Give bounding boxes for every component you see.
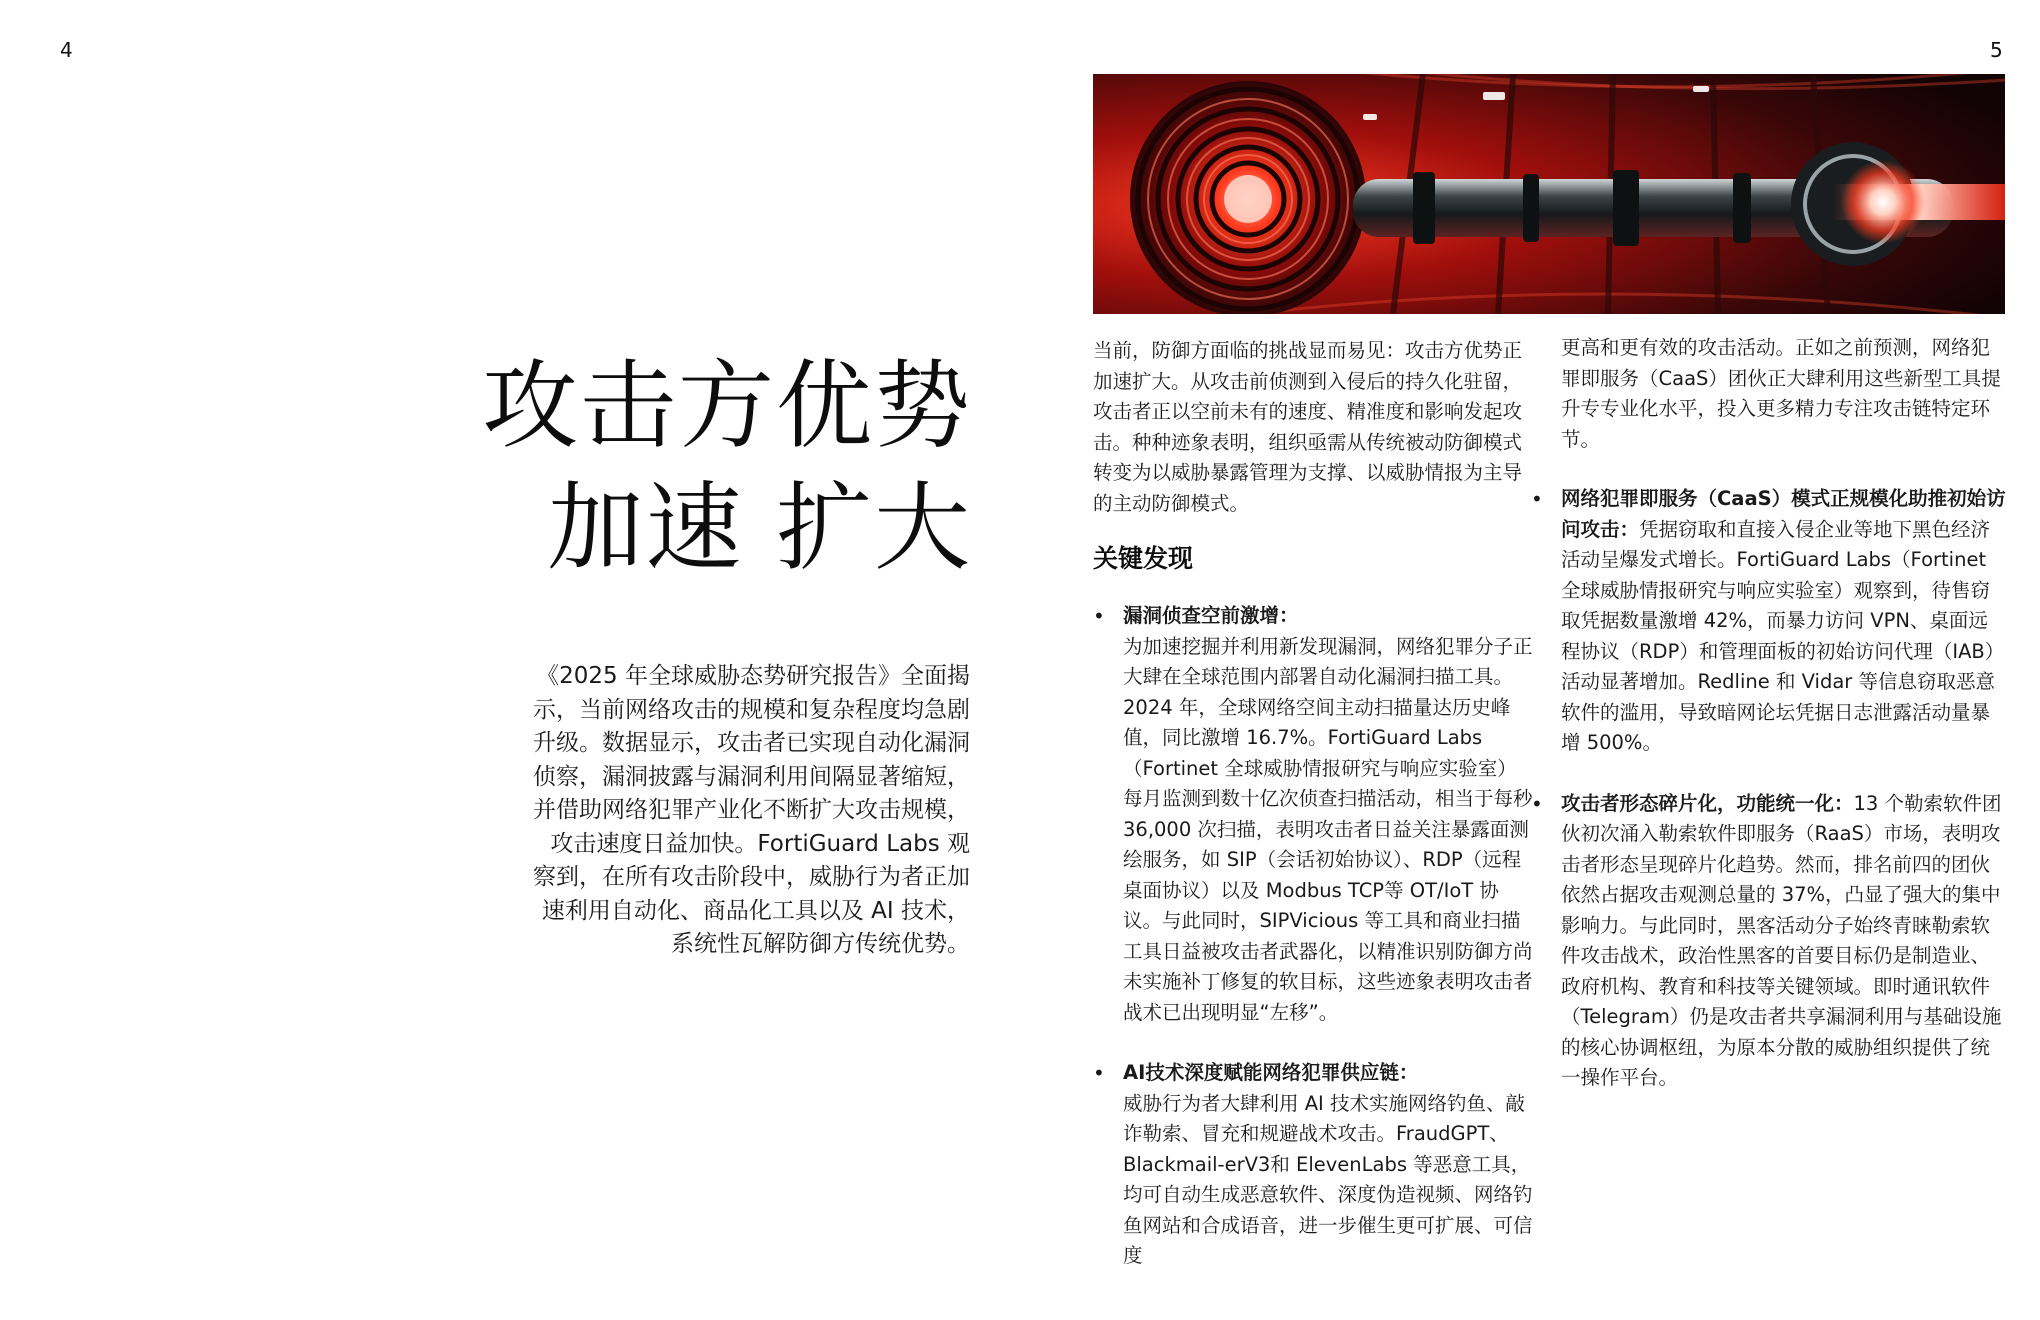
finding-item — [1093, 601, 1533, 1028]
key-findings-list — [1093, 601, 1533, 1272]
intro-paragraph: 《2025 年全球威胁态势研究报告》全面揭示，当前网络攻击的规模和复杂程度均急剧升级。数据显示，攻击者已实现自动化漏洞侦察，漏洞披露与漏洞利用间隔显著缩短，并借助网络犯罪产业化不断扩大攻击规模，攻击速度日益加快。FortiGuard Labs 观察到，在所有攻击阶段中，威胁行为者正加速利用自动化、商品化工具以及 AI 技术，系统性瓦解防御方传统优势。 — [533, 663, 970, 957]
hero-image — [1093, 74, 2005, 314]
finding-title: • 漏洞侦查空前激增： — [1123, 604, 1299, 627]
middle-column — [1093, 336, 1533, 1272]
page-title — [482, 345, 972, 589]
finding-title: 网络犯罪即服务（CaaS）模式正规模化助推初始访问攻击： — [1561, 487, 2006, 541]
finding-title: • AI技术深度赋能网络犯罪供应链： — [1123, 1061, 1419, 1084]
finding-body: 威胁行为者大肆利用 AI 技术实施网络钓鱼、敲诈勒索、冒充和规避战术攻击。FraudGPT、Blackmail-erV3和 ElevenLabs 等恶意工具，均可自动生成恶意软件、深度伪造视频、网络钓鱼网站和合成语音，进一步催生更可扩展、可信度 — [1123, 1091, 1533, 1267]
finding-item — [1531, 789, 2006, 1094]
finding-title: 攻击者形态碎片化，功能统一化： — [1561, 791, 1854, 815]
title-line-2: 加速 扩大 — [547, 472, 972, 584]
tunnel-illustration — [1093, 74, 2005, 314]
key-findings-heading: 关键发现 — [1093, 544, 1194, 573]
finding-item — [1531, 484, 2006, 759]
finding-item — [1093, 1058, 1533, 1272]
finding-body: 13 个勒索软件团伙初次涌入勒索软件即服务（RaaS）市场，表明攻击者形态呈现碎片化趋势。然而，排名前四的团伙依然占据攻击观测总量的 37%，凸显了强大的集中影响力。与此同时，黑客活动分子始终青睐勒索软件攻击战术，政治性黑客的首要目标仍是制造业、政府机构、教育和科技等关键领域。即时通讯软件（Telegram）仍是攻击者共享漏洞利用与基础设施的核心协调枢纽，为原本分散的威胁组织提供了统一操作平台。 — [1561, 791, 2002, 1089]
finding-body: 凭据窃取和直接入侵企业等地下黑色经济活动呈爆发式增长。FortiGuard Labs（Fortinet 全球威胁情报研究与响应实验室）观察到，待售窃取凭据数量激增 42%，而暴力访问 VPN、桌面远程协议（RDP）和管理面板的初始访问代理（IAB）活动显著增加。Redline 和 Vidar 等信息窃取恶意软件的滥用，导致暗网论坛凭据日志泄露活动量暴增 500%。 — [1561, 517, 2005, 754]
page-number-right: 5 — [1990, 38, 2003, 62]
finding-body: 为加速挖掘并利用新发现漏洞，网络犯罪分子正大肆在全球范围内部署自动化漏洞扫描工具。2024 年，全球网络空间主动扫描量达历史峰值，同比激增 16.7%。FortiGuard Labs（Fortinet 全球威胁情报研究与响应实验室）每月监测到数十亿次侦查扫描活动，相当于每秒 36,000 次扫描，表明攻击者日益关注暴露面测绘服务，如 SIP（会话初始协议）、RDP（远程桌面协议）以及 Modbus TCP等 OT/IoT 协议。与此同时，SIPVicious 等工具和商业扫描工具日益被攻击者武器化，以精准识别防御方尚未实施补丁修复的软目标，这些迹象表明攻击者战术已出现明显“左移”。 — [1123, 634, 1533, 1024]
page-number-left: 4 — [60, 38, 73, 62]
lead-paragraph: 当前，防御方面临的挑战显而易见：攻击方优势正加速扩大。从攻击前侦测到入侵后的持久化驻留，攻击者正以空前未有的速度、精准度和影响发起攻击。种种迹象表明，组织亟需从传统被动防御模式转变为以威胁暴露管理为支撑、以威胁情报为主导的主动防御模式。 — [1093, 339, 1523, 515]
findings-list-continued — [1531, 484, 2006, 1094]
continuation-paragraph: 更高和更有效的攻击活动。正如之前预测，网络犯罪即服务（CaaS）团伙正大肆利用这些新型工具提升专专业化水平，投入更多精力专注攻击链特定环节。 — [1561, 336, 2001, 451]
right-column — [1561, 333, 2006, 1094]
title-line-1: 攻击方优势 — [482, 350, 972, 462]
